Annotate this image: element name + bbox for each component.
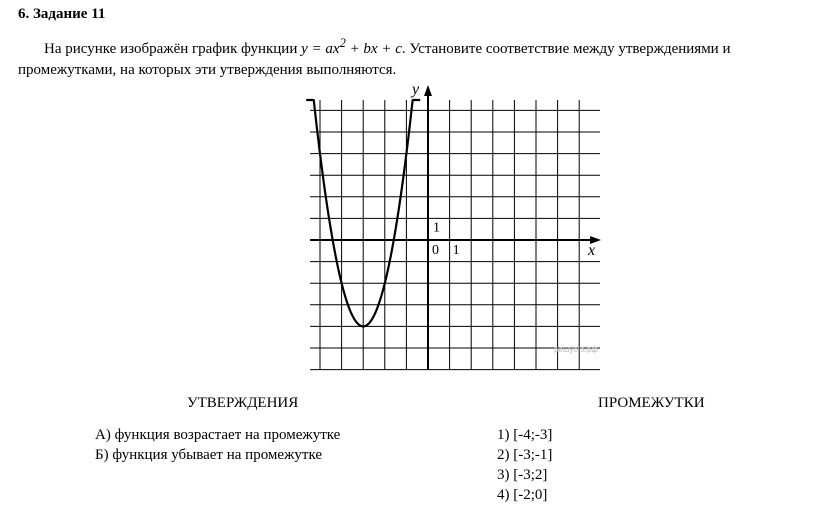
task-header: 6. Задание 11 <box>18 6 106 22</box>
statements-list <box>95 425 340 465</box>
statement-text-before: На рисунке изображён график функции <box>44 41 298 57</box>
task-statement <box>18 33 813 81</box>
interval-4: 4) [-2;0] <box>497 487 548 503</box>
y-unit-label: 1 <box>433 220 440 236</box>
y-axis-label: y <box>412 81 420 98</box>
graph-svg <box>300 80 620 380</box>
watermark: решуогэ.рф <box>554 345 598 354</box>
statement-text-after: . Установите соответствие между утверждениями и промежутками, на которых эти утверждения выполняются. <box>18 41 731 78</box>
origin-label: 0 <box>432 243 439 258</box>
function-formula: $y = ax^2$ + bx + c <box>301 36 402 57</box>
x-unit-label: 1 <box>452 243 460 258</box>
interval-3: 3) [-3;2] <box>497 467 548 483</box>
interval-2: 2) [-3;-1] <box>497 447 553 463</box>
parabola-graph <box>300 80 620 380</box>
statement-a: А) функция возрастает на промежутке <box>95 427 341 443</box>
statement-b: Б) функция убывает на промежутке <box>95 447 323 463</box>
y-axis-arrow <box>424 85 432 96</box>
grid <box>310 100 600 370</box>
intervals-column-title: ПРОМЕЖУТКИ <box>598 395 705 411</box>
intervals-list <box>497 425 552 505</box>
statements-column-title: УТВЕРЖДЕНИЯ <box>187 395 299 411</box>
x-axis-label: x <box>588 242 596 259</box>
interval-1: 1) [-4;-3] <box>497 427 553 443</box>
